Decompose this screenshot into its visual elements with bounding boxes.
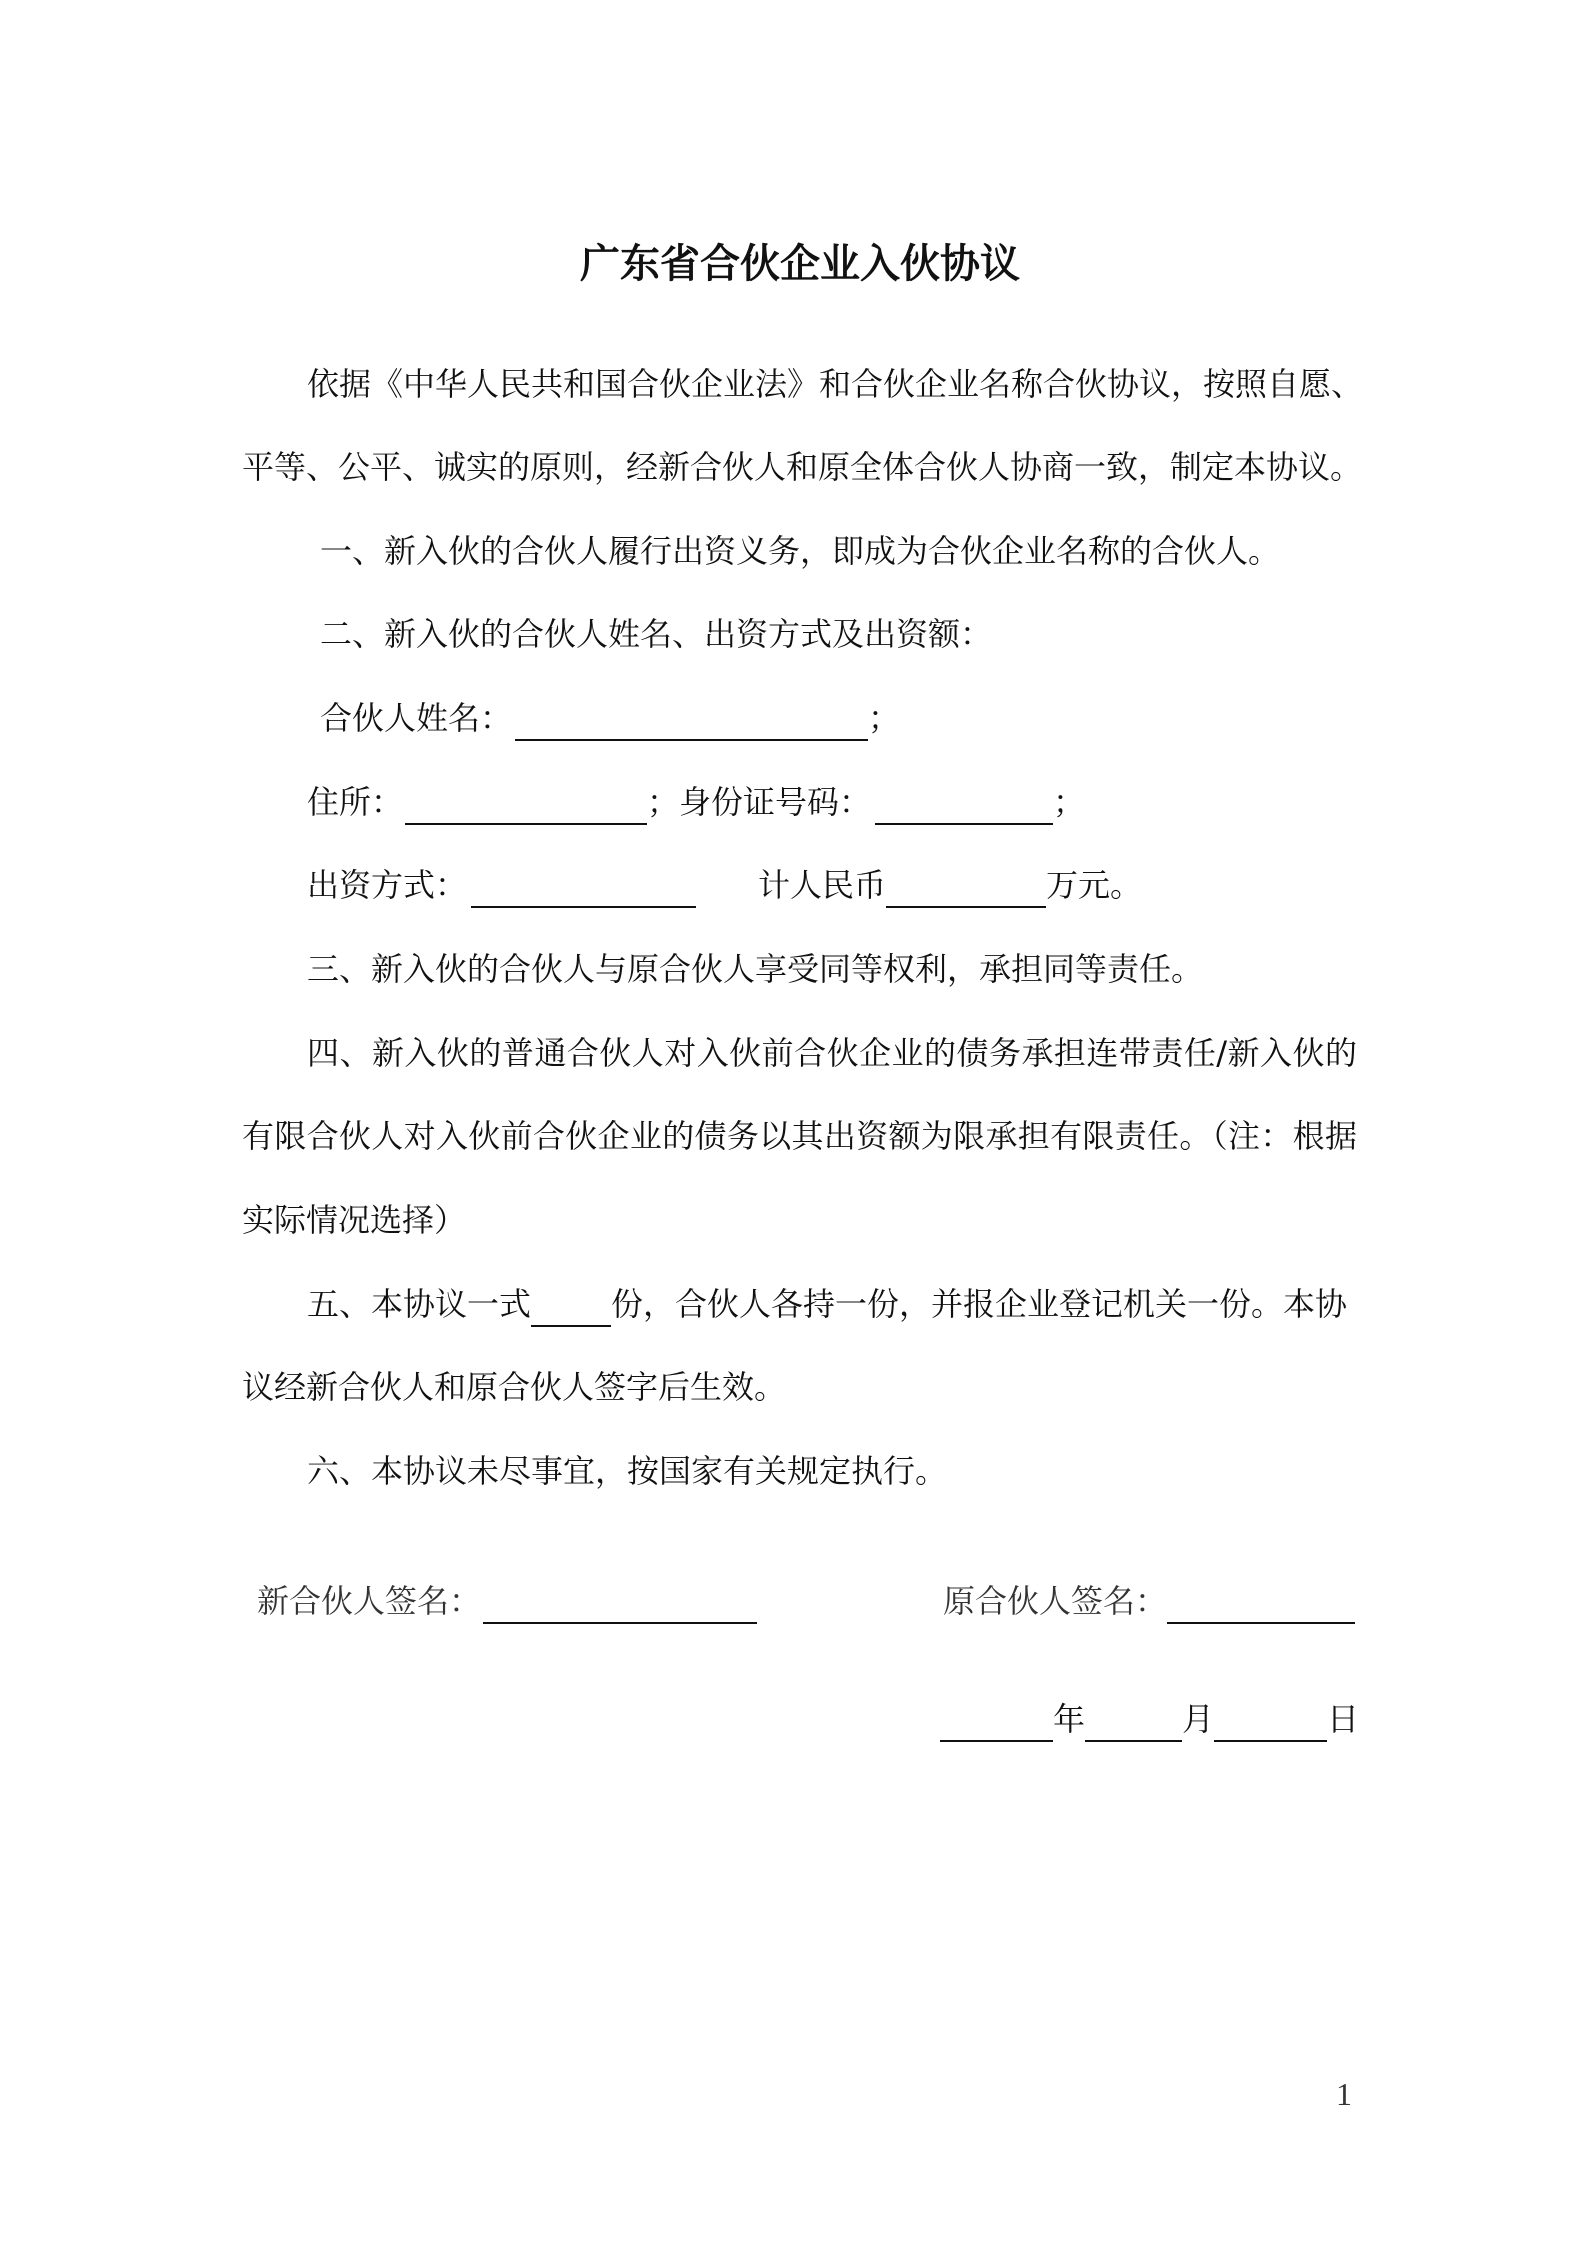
amount-field[interactable]	[886, 862, 1046, 908]
month-label: 月	[1182, 1700, 1215, 1738]
address-row	[307, 760, 1085, 844]
orig-partner-signature-field[interactable]	[1167, 1578, 1355, 1624]
contribution-label: 出资方式：	[307, 866, 468, 904]
clause-5-prefix: 五、本协议一式	[307, 1285, 532, 1323]
clause-6: 六、本协议未尽事宜，按国家有关规定执行。	[307, 1452, 948, 1490]
page-number: 1	[1336, 2076, 1352, 2112]
clause-4-line-3: 实际情况选择）	[242, 1201, 467, 1239]
document-title: 广东省合伙企业入伙协议	[580, 241, 1020, 287]
clause-4-line-1: 四、新入伙的普通合伙人对入伙前合伙企业的债务承担连带责任/新入伙的	[307, 1034, 1357, 1072]
copies-field[interactable]	[531, 1281, 611, 1327]
id-label: ；身份证号码：	[647, 783, 872, 821]
contribution-method-field[interactable]	[471, 862, 696, 908]
orig-partner-sign-label: 原合伙人签名：	[943, 1582, 1168, 1620]
clause-1: 一、新入伙的合伙人履行出资义务，即成为合伙企业名称的合伙人。	[320, 532, 1281, 570]
day-label: 日	[1327, 1700, 1360, 1738]
clause-5-line-2: 议经新合伙人和原合伙人签字后生效。	[242, 1368, 787, 1406]
day-field[interactable]	[1214, 1696, 1327, 1742]
orig-partner-signature-row	[943, 1559, 1355, 1643]
rmb-label: 计人民币	[758, 866, 887, 904]
partner-name-label: 合伙人姓名：	[320, 699, 513, 737]
month-field[interactable]	[1085, 1696, 1182, 1742]
new-partner-signature-row	[257, 1559, 757, 1643]
contribution-row	[307, 843, 1142, 927]
year-field[interactable]	[940, 1696, 1053, 1742]
address-field[interactable]	[405, 779, 647, 825]
id-number-field[interactable]	[875, 779, 1053, 825]
clause-5-line-1	[307, 1262, 1357, 1346]
wan-yuan-label: 万元。	[1046, 866, 1143, 904]
preamble-line-2: 平等、公平、诚实的原则，经新合伙人和原全体合伙人协商一致，制定本协议。	[242, 448, 1363, 486]
clause-5-suffix: 份，合伙人各持一份，并报企业登记机关一份。本协	[611, 1285, 1348, 1323]
preamble-line-1: 依据《中华人民共和国合伙企业法》和合伙企业名称合伙协议，按照自愿、	[307, 365, 1364, 403]
clause-3: 三、新入伙的合伙人与原合伙人享受同等权利，承担同等责任。	[307, 950, 1204, 988]
new-partner-signature-field[interactable]	[483, 1578, 757, 1624]
semicolon: ；	[1053, 783, 1086, 821]
date-row	[940, 1677, 1359, 1761]
partner-name-field[interactable]	[515, 695, 868, 741]
clause-4-line-2: 有限合伙人对入伙前合伙企业的债务以其出资额为限承担有限责任。（注：根据	[242, 1117, 1357, 1155]
clause-2: 二、新入伙的合伙人姓名、出资方式及出资额：	[320, 615, 993, 653]
semicolon: ；	[868, 699, 901, 737]
year-label: 年	[1053, 1700, 1086, 1738]
partner-name-row	[320, 676, 900, 760]
new-partner-sign-label: 新合伙人签名：	[257, 1582, 482, 1620]
address-label: 住所：	[307, 783, 404, 821]
